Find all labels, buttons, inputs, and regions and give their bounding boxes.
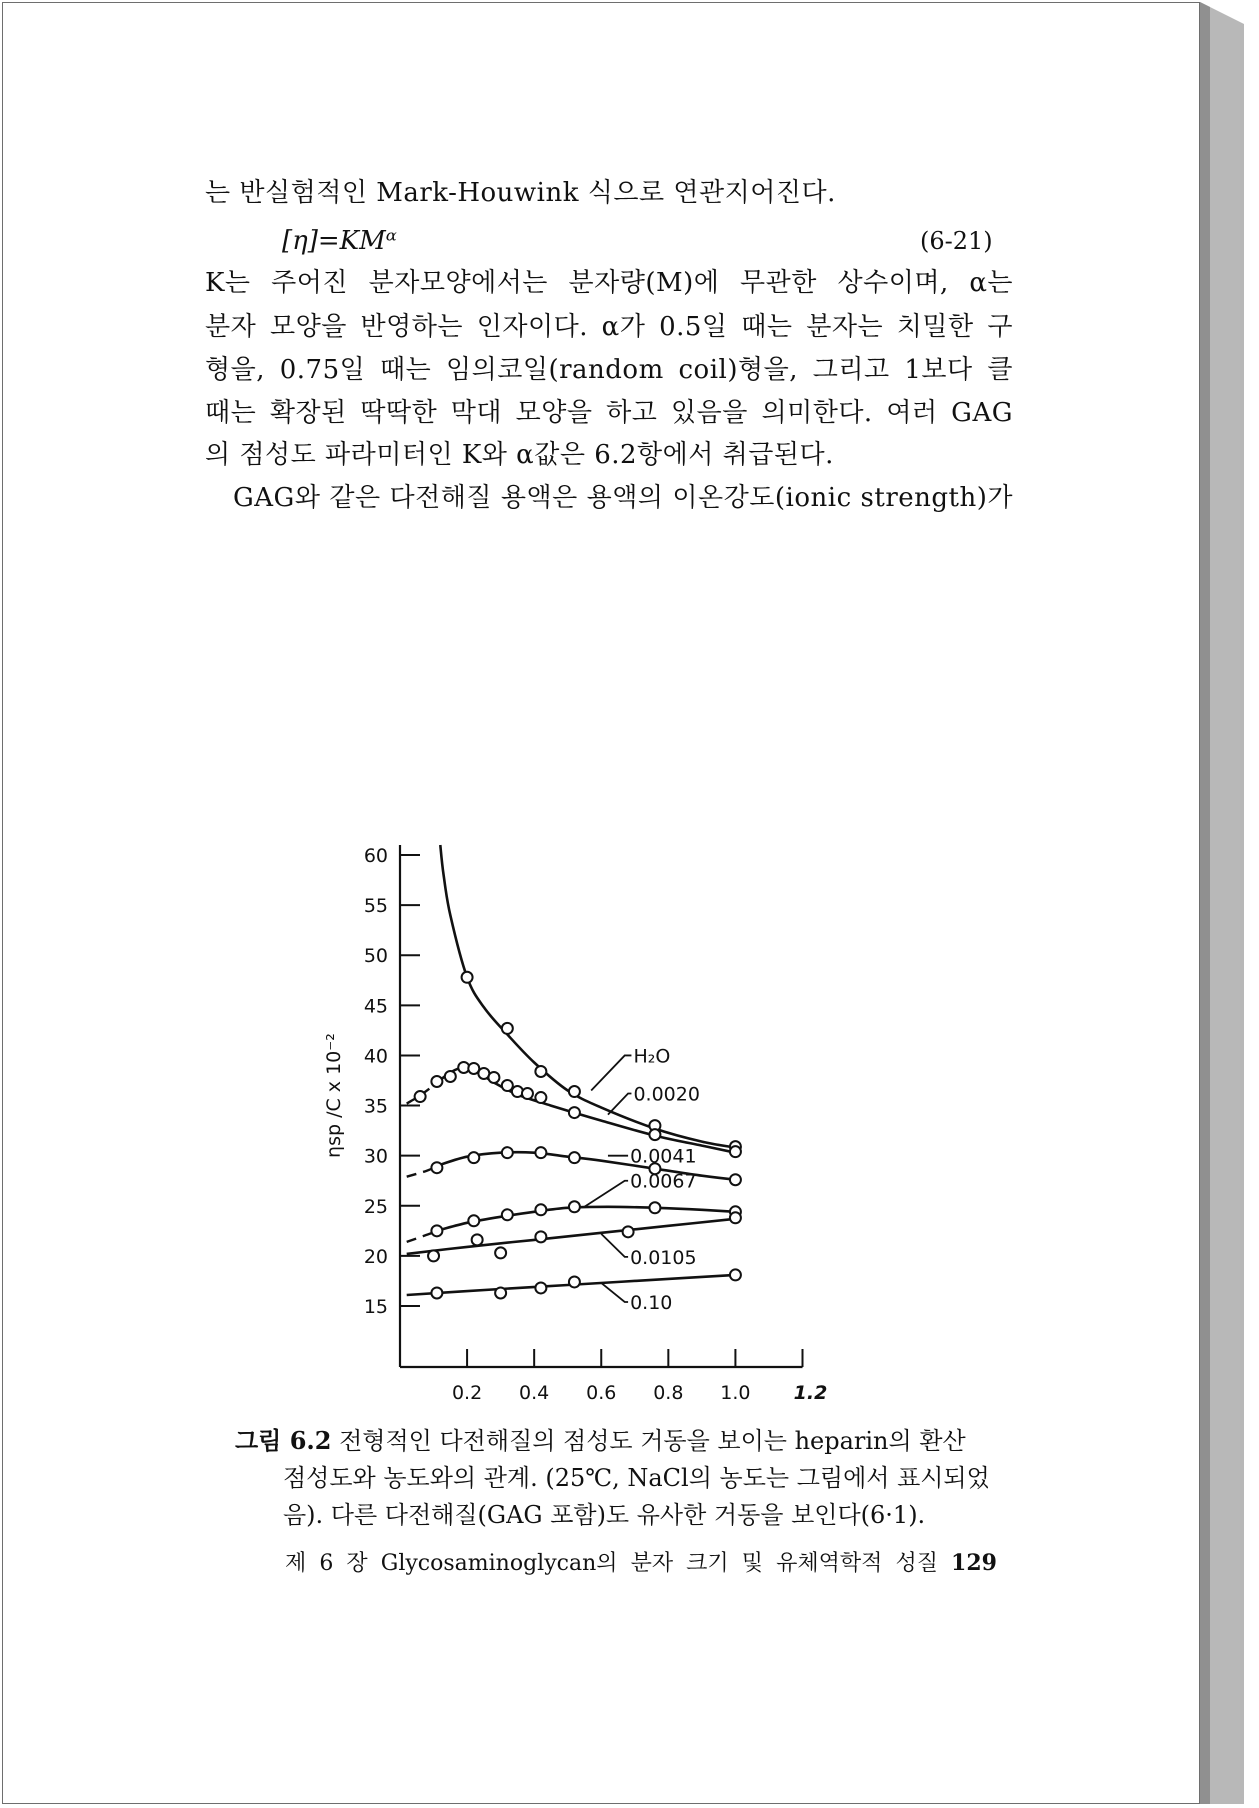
y-tick-label: 55 (363, 895, 388, 918)
series-3-point (649, 1202, 660, 1213)
series-5-leader (601, 1283, 628, 1302)
chart-axes (400, 845, 803, 1367)
page-edge (1200, 2, 1252, 1804)
y-tick-label: 60 (363, 845, 388, 867)
series-3-point (535, 1204, 546, 1215)
series-4-point (472, 1234, 483, 1245)
series-3-label: 0.0067 (630, 1170, 697, 1193)
series-3-leader (584, 1181, 628, 1207)
y-tick-label: 25 (363, 1195, 388, 1218)
series-5-point (730, 1269, 741, 1280)
series-2-point (431, 1162, 442, 1173)
footer-chapter: 제 6 장 (285, 1551, 368, 1576)
series-0-point (502, 1023, 513, 1034)
series-0-point (462, 972, 473, 983)
x-extra-label: 1.2 (793, 1382, 828, 1404)
series-1-label: 0.0020 (633, 1083, 700, 1106)
series-2-point (730, 1174, 741, 1185)
series-0-label: H₂O (633, 1045, 671, 1068)
series-0-leader (591, 1055, 631, 1090)
series-1-point (730, 1146, 741, 1157)
figure-caption-label: 그림 6.2 (235, 1426, 332, 1455)
series-4-label: 0.0105 (630, 1246, 697, 1269)
footer-title: Glycosaminoglycan의 분자 크기 및 유체역학적 성질 (380, 1551, 938, 1576)
page-footer (285, 1547, 997, 1580)
chart-series (407, 845, 741, 1302)
series-5-point (495, 1287, 506, 1298)
series-1-point (488, 1072, 499, 1083)
series-3-point (502, 1209, 513, 1220)
series-2-point (502, 1147, 513, 1158)
series-0-point (535, 1066, 546, 1077)
chart-labels (323, 845, 827, 1415)
series-1-point (502, 1080, 513, 1091)
footer-page-number: 129 (951, 1550, 997, 1576)
series-5-point (569, 1276, 580, 1287)
text-line-3: 분자 모양을 반영하는 인자이다. α가 0.5일 때는 분자는 치밀한 구 (205, 312, 1013, 342)
figure-caption-text-1: 전형적인 다전해질의 점성도 거동을 보이는 heparin의 환산 (339, 1427, 966, 1455)
series-1-leader (608, 1094, 631, 1115)
viscosity-chart (300, 535, 900, 1415)
series-5-point (431, 1287, 442, 1298)
series-3-point (431, 1225, 442, 1236)
series-1-point (649, 1129, 660, 1140)
y-tick-label: 40 (363, 1045, 388, 1068)
figure-caption-line-2: 점성도와 농도와의 관계. (25℃, NaCl의 농도는 그림에서 표시되었 (283, 1464, 990, 1492)
equation: [η]=KMᵅ (282, 226, 397, 256)
series-1-point (522, 1088, 533, 1099)
series-3-line (440, 1207, 735, 1230)
series-4-point (623, 1226, 634, 1237)
text-line-7: GAG와 같은 다전해질 용액은 용액의 이온강도(ionic strength)가 (233, 483, 1013, 513)
y-tick-label: 35 (363, 1095, 388, 1118)
text-line-5: 때는 확장된 딱딱한 막대 모양을 하고 있음을 의미한다. 여러 GAG (205, 398, 1013, 428)
series-2-point (569, 1152, 580, 1163)
equation-number: (6-21) (920, 227, 993, 255)
series-4-point (495, 1247, 506, 1258)
x-tick-label: 1.0 (720, 1382, 751, 1404)
x-tick-label: 0.4 (519, 1382, 550, 1404)
x-tick-label: 0.6 (586, 1382, 617, 1404)
series-1-point (535, 1092, 546, 1103)
text-line-1: 는 반실험적인 Mark-Houwink 식으로 연관지어진다. (205, 178, 836, 208)
y-tick-label: 30 (363, 1145, 388, 1168)
page-curl-shadow (1200, 2, 1252, 1804)
series-5-point (535, 1282, 546, 1293)
y-tick-label: 15 (363, 1296, 388, 1318)
series-1-point (415, 1091, 426, 1102)
figure-caption-line-3: 음). 다른 다전해질(GAG 포함)도 유사한 거동을 보인다(6·1). (283, 1501, 926, 1529)
series-5-label: 0.10 (630, 1291, 673, 1314)
y-tick-label: 50 (363, 945, 388, 968)
x-tick-label: 0.8 (653, 1382, 684, 1404)
series-4-point (730, 1212, 741, 1223)
x-tick-label: 0.2 (451, 1382, 483, 1404)
series-1-point (445, 1071, 456, 1082)
figure-caption-line-1 (235, 1424, 966, 1458)
series-0-point (569, 1086, 580, 1097)
y-tick-label: 20 (363, 1245, 388, 1268)
series-4-leader (601, 1234, 628, 1257)
series-3-point (468, 1215, 479, 1226)
text-line-6: 의 점성도 파라미터인 K와 α값은 6.2항에서 취급된다. (205, 440, 834, 470)
series-2-point (535, 1147, 546, 1158)
series-1-point (569, 1107, 580, 1118)
series-4-point (535, 1231, 546, 1242)
series-4-point (428, 1250, 439, 1261)
y-axis-title: ηsp /C x 10⁻² (323, 1033, 345, 1158)
text-line-4: 형을, 0.75일 때는 임의코일(random coil)형을, 그리고 1보다 클 (205, 355, 1013, 385)
series-2-label: 0.0041 (630, 1145, 697, 1168)
series-3-point (569, 1201, 580, 1212)
series-1-point (431, 1076, 442, 1087)
series-2-point (468, 1152, 479, 1163)
y-tick-label: 45 (363, 995, 388, 1018)
text-line-2: K는 주어진 분자모양에서는 분자량(M)에 무관한 상수이며, α는 (205, 268, 1013, 298)
